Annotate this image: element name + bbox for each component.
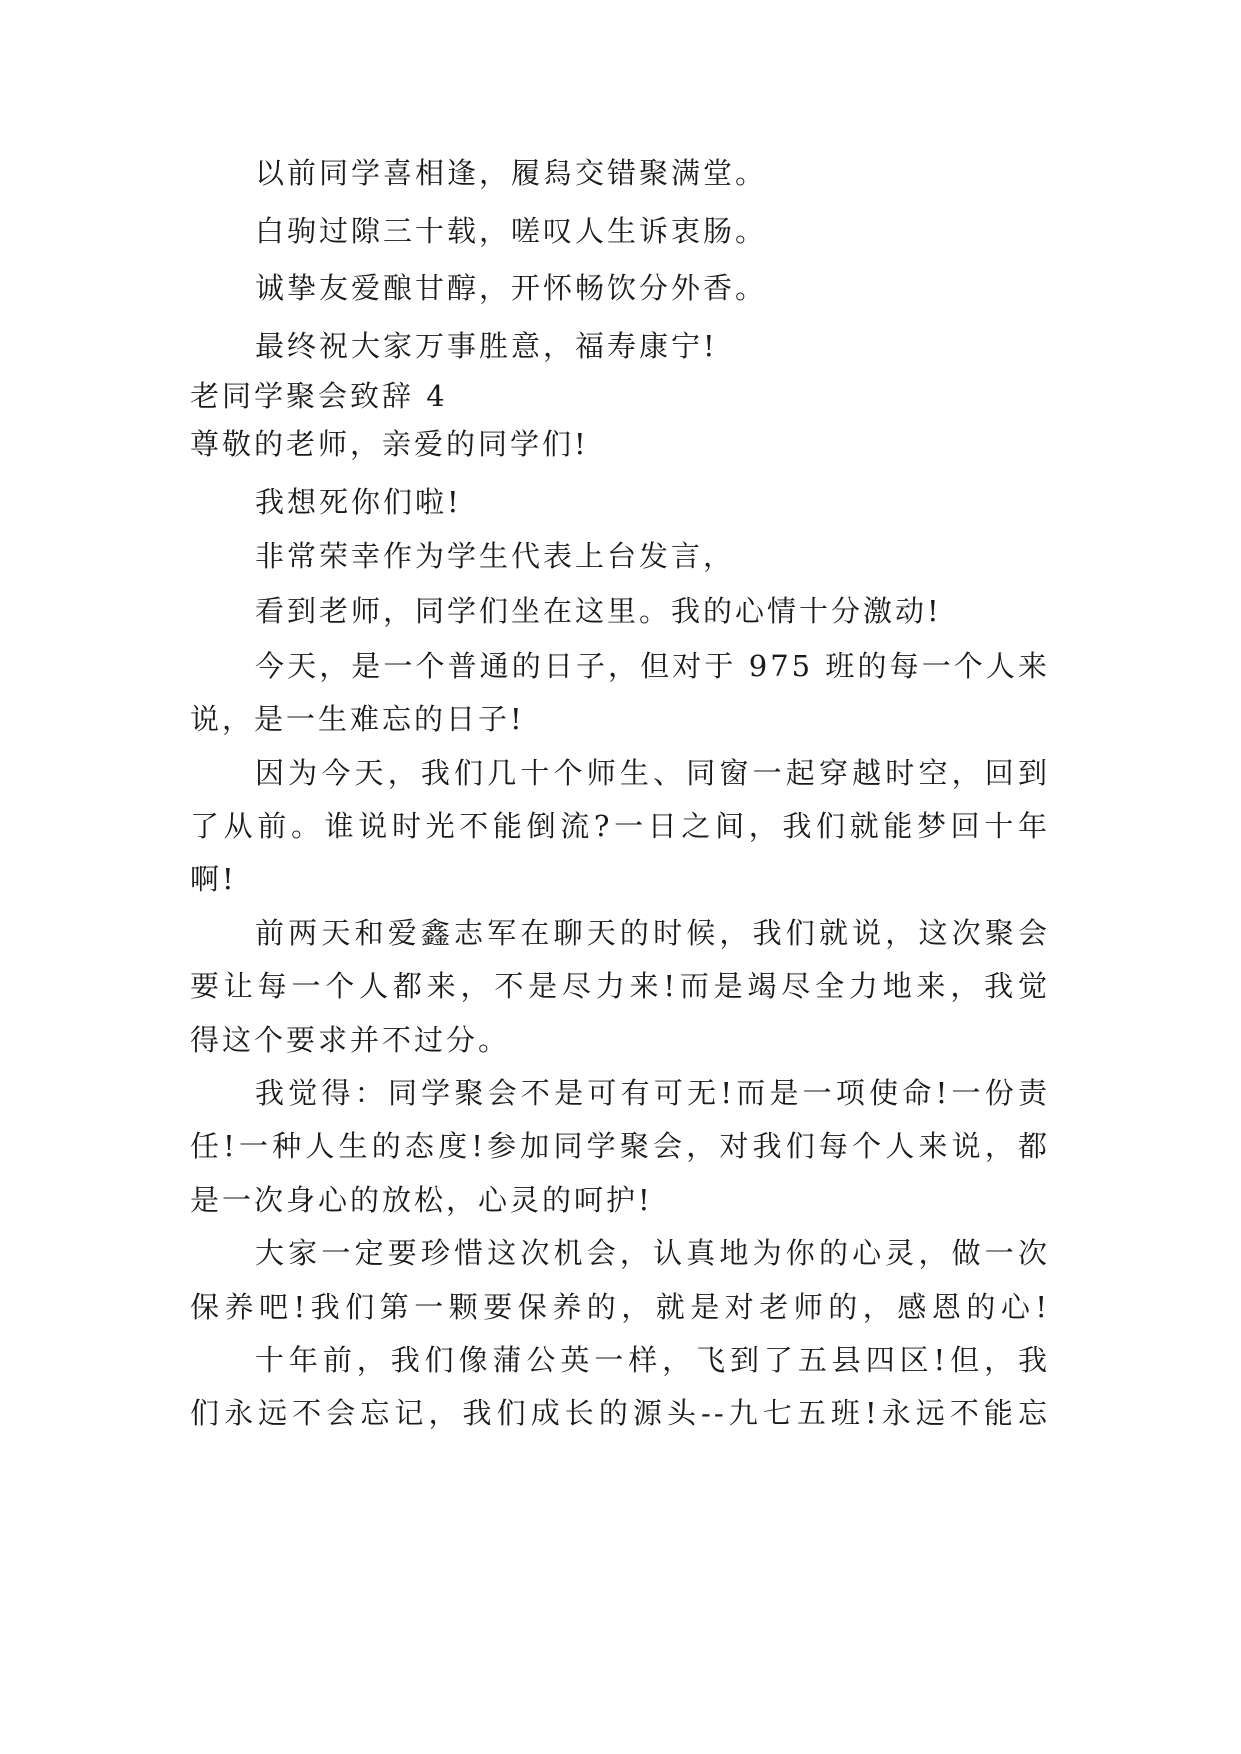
- poem-line-3: 诚挚友爱酿甘醇，开怀畅饮分外香。: [255, 271, 768, 305]
- paragraph-line: 大家一定要珍惜这次机会，认真地为你的心灵，做一次: [255, 1236, 1050, 1270]
- poem-line-2: 白驹过隙三十载，嗟叹人生诉衷肠。: [255, 214, 768, 248]
- paragraph-line: 十年前，我们像蒲公英一样，飞到了五县四区!但，我: [255, 1343, 1050, 1377]
- paragraph-line: 啊!: [190, 862, 237, 896]
- paragraph-line: 今天，是一个普通的日子，但对于 975 班的每一个人来: [255, 649, 1050, 683]
- paragraph-line: 我觉得：同学聚会不是可有可无!而是一项使命!一份责: [255, 1076, 1050, 1110]
- paragraph-line: 要让每一个人都来，不是尽力来!而是竭尽全力地来，我觉: [190, 969, 1050, 1003]
- paragraph-line: 说，是一生难忘的日子!: [190, 702, 525, 736]
- paragraph-line: 是一次身心的放松，心灵的呵护!: [190, 1183, 653, 1217]
- salutation: 尊敬的老师，亲爱的同学们!: [190, 427, 589, 461]
- paragraph-line: 任!一种人生的态度!参加同学聚会，对我们每个人来说，都: [190, 1129, 1050, 1163]
- poem-line-4: 最终祝大家万事胜意，福寿康宁!: [255, 329, 718, 363]
- paragraph-line: 们永远不会忘记，我们成长的源头--九七五班!永远不能忘: [190, 1396, 1050, 1430]
- paragraph-line: 保养吧!我们第一颗要保养的，就是对老师的，感恩的心!: [190, 1290, 1050, 1324]
- poem-line-1: 以前同学喜相逢，履舄交错聚满堂。: [255, 156, 768, 190]
- paragraph-line: 前两天和爱鑫志军在聊天的时候，我们就说，这次聚会: [255, 916, 1050, 950]
- paragraph-line: 因为今天，我们几十个师生、同窗一起穿越时空，回到: [255, 756, 1050, 790]
- paragraph-line: 我想死你们啦!: [255, 485, 462, 519]
- paragraph-line: 得这个要求并不过分。: [190, 1023, 511, 1057]
- paragraph-line: 看到老师，同学们坐在这里。我的心情十分激动!: [255, 594, 942, 628]
- section-heading: 老同学聚会致辞 4: [190, 379, 448, 413]
- paragraph-line: 了从前。谁说时光不能倒流?一日之间，我们就能梦回十年: [190, 809, 1050, 843]
- paragraph-line: 非常荣幸作为学生代表上台发言，: [255, 539, 736, 573]
